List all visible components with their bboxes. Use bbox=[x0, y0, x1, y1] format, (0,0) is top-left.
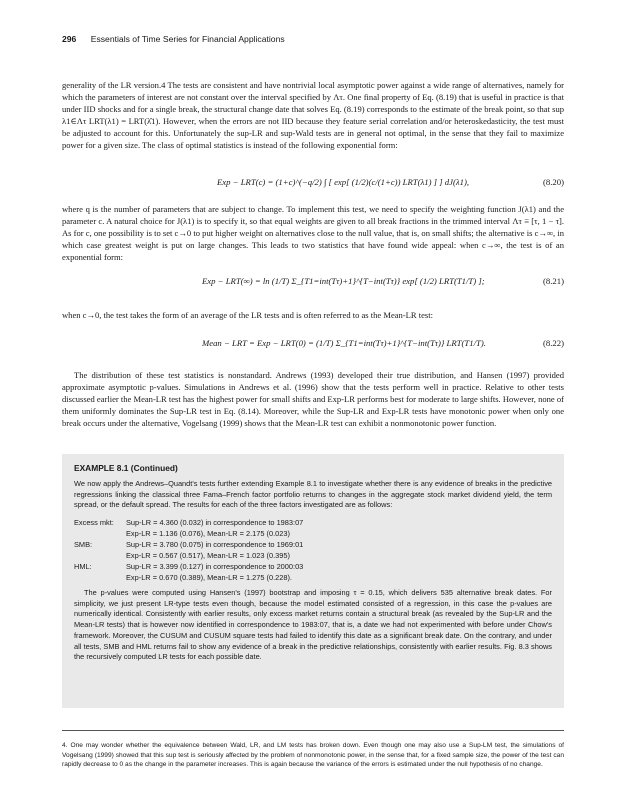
equation-expression: Exp − LRT(c) = (1+c)^(−q/2) ∫ [ exp[ (1/2)(c/(1+c)) LRT(λ1) ] ] dJ(λ1), bbox=[217, 177, 470, 187]
footnote-rule bbox=[62, 730, 564, 731]
equation-number: (8.20) bbox=[543, 177, 564, 187]
paragraph-4: The distribution of these test statistics is nonstandard. Andrews (1993) developed their true distribution, and Hansen (1997) provided approximate asymptotic p-values. Simulations in Andrews et al. (1996) show that the tests perform well in practice. Relative to other tests discussed earlier the Mean-LR test has the highest power for small shifts and Exp-LR performs best for moderate to large shifts. However, none of them uniformly dominates the Sup-LR test in Eq. (8.14). Moreover, while the Sup-LR and Exp-LR tests have monotonic power when only one break occurs under the alternative, Vogelsang (1999) shows that the Mean-LR test can exhibit a nonmonotonic power function. bbox=[62, 370, 564, 428]
paragraph-3: when c→0, the test takes the form of an average of the LR tests and is often referred to as the Mean-LR test: bbox=[62, 310, 433, 320]
example-intro: We now apply the Andrews–Quandt's tests further extending Example 8.1 to investigate whether there is any evidence of breaks in the predictive regressions linking the classical three Fama–French factor portfolio returns to changes in the aggregate stock market dividend yield, the term spread, or the default spread. The results for each of the three factors investigated are as follows: bbox=[74, 479, 552, 510]
result-line2: Exp-LR = 0.567 (0.517), Mean-LR = 1.023 (0.395) bbox=[126, 551, 290, 560]
example-closing: The p-values were computed using Hansen's (1997) bootstrap and imposing τ = 0.15, which delivers 535 alternative break dates. For simplicity, we just present LR-type tests even though, because the model estimated consisted of a regression, in this case the p-values are numerically identical. Consistently with earlier results, only excess market returns contain a structural break (as revealed by the Sup-LR and the Mean-LR tests) that is however now identified in correspondence to 1983:07, that is, a date we had not experimented with before under Chow's framework. Moreover, the CUSUM and CUSUM square tests had failed to identify this date as a significant break date. On the contrary, and under all tests, SMB and HML returns fail to show any evidence of a break in the predictive relationships, consistently with earlier results. Fig. 8.3 shows the recursively computed LR tests for each possible date. bbox=[74, 588, 552, 662]
equation-8-21 bbox=[62, 272, 564, 294]
paragraph-1: generality of the LR version.4 The tests are consistent and have nontrivial local asymptotic power against a wide range of alternatives, namely for which the parameters of interest are not constant over the interval specified by Λτ. One final property of Eq. (8.19) that is useful in practice is that under IID shocks and for a single break, the structural change date that solves Eq. (8.19) corresponds to the estimate of the break point, so that sup λ1∈Λτ LRT(λ1) = LRT(λ̂1). However, when the errors are not IID because they feature serial correlation and/or heteroskedasticity, the test must be adjusted to account for this. Unfortunately the sup-LR and sup-Wald tests are in general not optimal, in the sense that they fail to maximize power for a given size. The class of optimal statistics is instead of the following exponential form: bbox=[62, 80, 564, 150]
result-row bbox=[74, 518, 552, 540]
equation-expression: Mean − LRT = Exp − LRT(0) = (1/T) Σ_{T1=int(Tτ)+1}^{T−int(Tτ)} LRT(T1/T). bbox=[202, 338, 486, 348]
example-title: EXAMPLE 8.1 (Continued) bbox=[74, 463, 178, 473]
result-line2: Exp-LR = 1.136 (0.076), Mean-LR = 2.175 (0.023) bbox=[126, 529, 290, 538]
result-line1: Sup-LR = 4.360 (0.032) in correspondence to 1983:07 bbox=[126, 518, 304, 527]
running-title: Essentials of Time Series for Financial Applications bbox=[90, 34, 285, 44]
equation-8-22 bbox=[62, 334, 564, 356]
equation-expression: Exp − LRT(∞) = ln (1/T) Σ_{T1=int(Tτ)+1}^{T−int(Tτ)} exp[ (1/2) LRT(T1/T) ]; bbox=[202, 276, 485, 286]
result-line1: Sup-LR = 3.780 (0.075) in correspondence to 1969:01 bbox=[126, 540, 304, 549]
equation-8-20 bbox=[62, 173, 564, 195]
result-row bbox=[74, 562, 552, 584]
result-line2: Exp-LR = 0.670 (0.389), Mean-LR = 1.275 (0.228). bbox=[126, 573, 292, 582]
result-label: Excess mkt: bbox=[74, 518, 114, 527]
paragraph-2: where q is the number of parameters that are subject to change. To implement this test, we need to specify the weighting function J(λ1) and the parameter c. A natural choice for J(λ1) is to specify it, so that equal weights are given to all break fractions in the trimmed interval Λτ ≡ [τ, 1 − τ]. As for c, one possibility is to set c→0 to put higher weight on alternatives close to the null value, that is, on small shifts; the alternative is c→∞, in which case greatest weight is put on large changes. This leads to two statistics that have found wide appeal: when c→∞, the test is of an exponential form: bbox=[62, 204, 564, 262]
result-row bbox=[74, 540, 552, 562]
result-label: HML: bbox=[74, 562, 92, 571]
page-number: 296 bbox=[62, 34, 77, 44]
equation-number: (8.21) bbox=[543, 276, 564, 286]
equation-number: (8.22) bbox=[543, 338, 564, 348]
result-line1: Sup-LR = 3.399 (0.127) in correspondence to 2000:03 bbox=[126, 562, 304, 571]
result-label: SMB: bbox=[74, 540, 93, 549]
example-box bbox=[62, 454, 564, 708]
footnote: 4. One may wonder whether the equivalence between Wald, LR, and LM tests has broken down. Even though one may also use a Sup-LM test, the simulations of Vogelsang (1999) showed that this sup test is seriously affected by the problem of nonmonotonic power, in the sense that, for a fixed sample size, the power of the test can rapidly decrease to 0 as the change in the parameter increases. This is again because the variance of the errors is estimated under the null hypothesis of no change. bbox=[62, 742, 564, 769]
running-header bbox=[62, 34, 562, 44]
